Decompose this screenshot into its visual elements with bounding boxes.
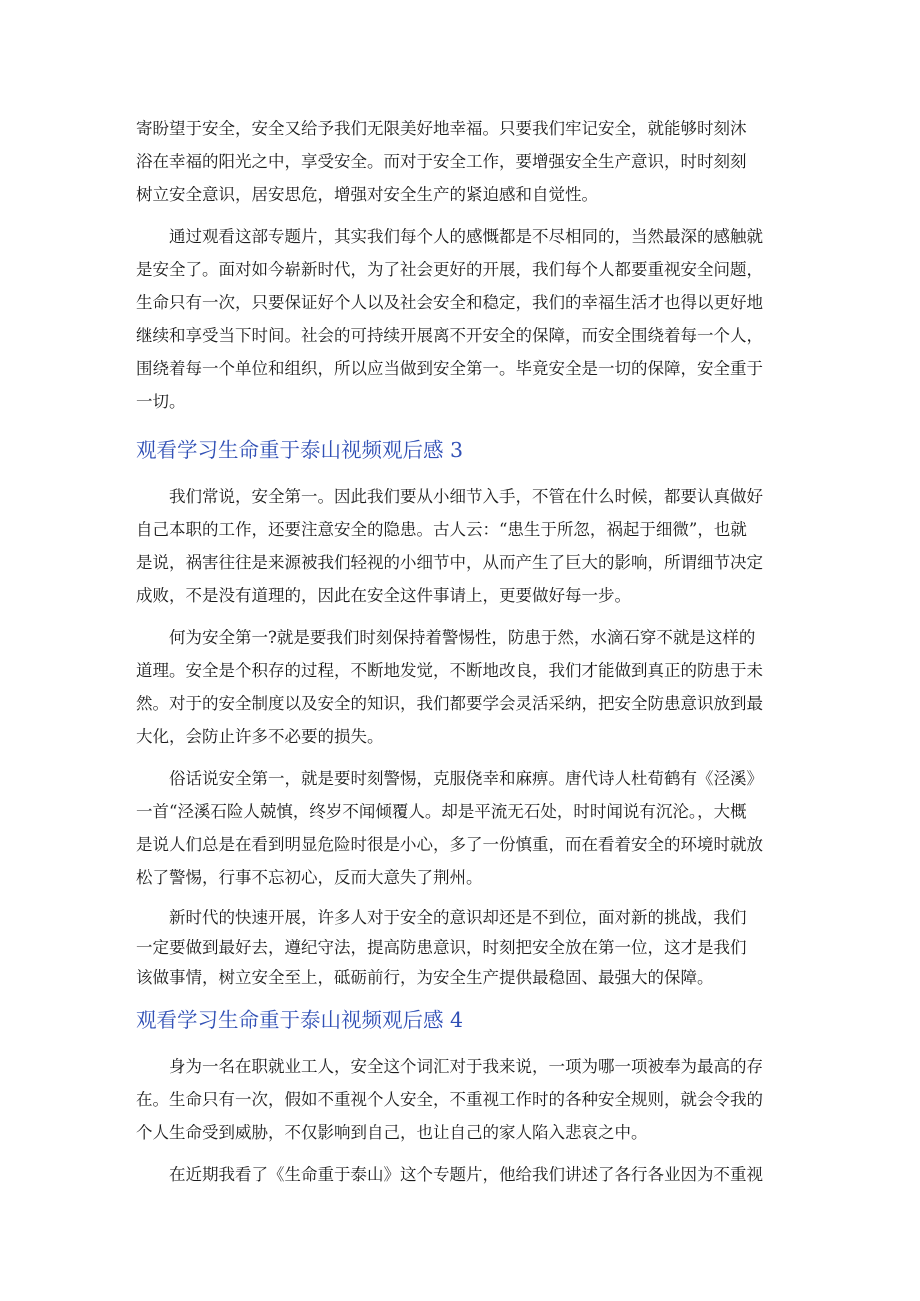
text-line: 通过观看这部专题片，其实我们每个人的感慨都是不尽相同的，当然最深的感触就 [136,227,763,246]
text-line: 个人生命受到威胁，不仅影响到自己，也让自己的家人陷入悲哀之中。 [136,1123,648,1142]
text-line: 我们常说，安全第一。因此我们要从小细节入手，不管在什么时候，都要认真做好 [136,487,763,506]
text-line: 生命只有一次，只要保证好个人以及社会安全和稳定，我们的幸福生活才也得以更好地 [136,293,763,312]
text-line: 是安全了。面对如今崭新时代，为了社会更好的开展，我们每个人都要重视安全问题， [136,260,763,279]
section-heading: 观看学习生命重于泰山视频观后感 3 [136,438,464,462]
text-line: 成败，不是没有道理的，因此在安全这件事请上，更要做好每一步。 [136,586,631,605]
text-line: 该做事情，树立安全至上，砥砺前行，为安全生产提供最稳固、最强大的保障。 [136,968,714,987]
text-line: 然。对于的安全制度以及安全的知识，我们都要学会灵活采纳，把安全防患意识放到最 [136,694,763,713]
text-line: 一首“泾溪石险人兢慎，终岁不闻倾覆人。却是平流无石处，时时闻说有沉沦。，大概 [136,802,747,821]
text-line: 大化，会防止许多不必要的损失。 [136,727,384,746]
section-heading: 观看学习生命重于泰山视频观后感 4 [136,1008,464,1032]
text-line: 在。生命只有一次，假如不重视个人安全，不重视工作时的各种安全规则，就会令我的 [136,1090,763,1109]
paragraph [136,762,782,894]
paragraph [136,480,782,612]
text-line: 继续和享受当下时间。社会的可持续开展离不开安全的保障，而安全围绕着每一个人， [136,326,763,345]
text-line: 是说人们总是在看到明显危险时很是小心，多了一份慎重，而在看着安全的环境时就放 [136,835,763,854]
text-line: 寄盼望于安全，安全又给予我们无限美好地幸福。只要我们牢记安全，就能够时刻沐 [136,119,747,138]
paragraph [136,220,782,418]
text-line: 何为安全第一?就是要我们时刻保持着警惕性，防患于然，水滴石穿不就是这样的 [136,628,756,647]
paragraph [136,621,782,753]
text-line: 自己本职的工作，还要注意安全的隐患。古人云：“患生于所忽，祸起于细微”，也就 [136,520,747,539]
document-page [136,112,782,1191]
text-line: 浴在幸福的阳光之中，享受安全。而对于安全工作，要增强安全生产意识，时时刻刻 [136,152,747,171]
text-line: 身为一名在职就业工人，安全这个词汇对于我来说，一项为哪一项被奉为最高的存 [136,1057,763,1076]
text-line: 道理。安全是个积存的过程，不断地发觉，不断地改良，我们才能做到真正的防患于未 [136,661,763,680]
text-line: 一定要做到最好去，遵纪守法，提高防患意识，时刻把安全放在第一位，这才是我们 [136,938,747,957]
text-line: 是说，祸害往往是来源被我们轻视的小细节中，从而产生了巨大的影响，所谓细节决定 [136,553,763,572]
text-line: 在近期我看了《生命重于泰山》这个专题片，他给我们讲述了各行各业因为不重视 [136,1165,763,1184]
text-line: 新时代的快速开展，许多人对于安全的意识却还是不到位，面对新的挑战，我们 [136,908,747,927]
text-line: 俗话说安全第一，就是要时刻警惕，克服侥幸和麻痹。唐代诗人杜荀鹤有《泾溪》 [136,769,763,788]
text-line: 围绕着每一个单位和组织，所以应当做到安全第一。毕竟安全是一切的保障，安全重于 [136,359,763,378]
paragraph [136,903,782,993]
text-line: 一切。 [136,392,186,411]
text-line: 树立安全意识，居安思危，增强对安全生产的紧迫感和自觉性。 [136,185,598,204]
paragraph [136,1158,782,1191]
paragraph [136,112,782,211]
paragraph [136,1050,782,1149]
text-line: 松了警惕，行事不忘初心，反而大意失了荆州。 [136,868,483,887]
